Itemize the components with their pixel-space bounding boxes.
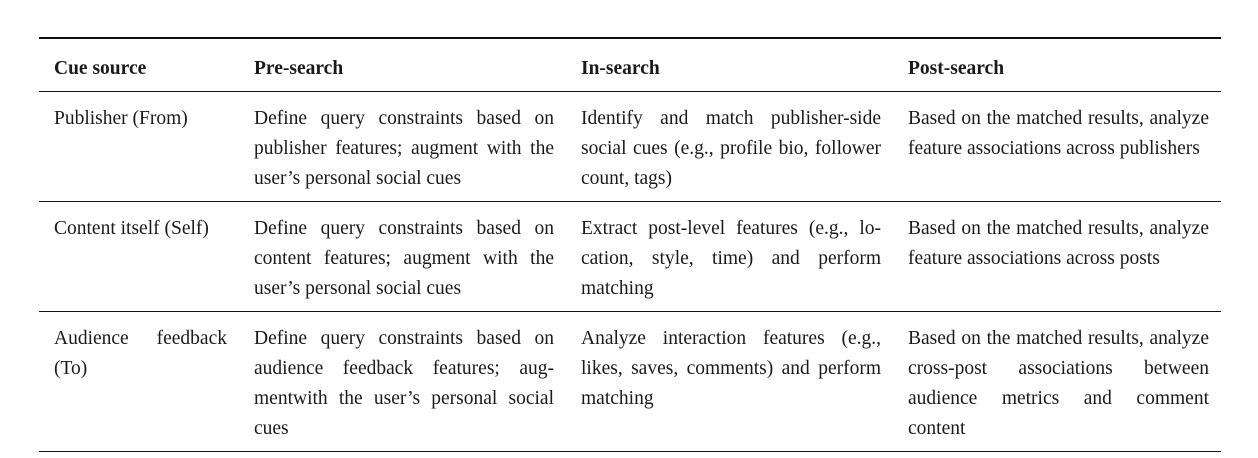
- cell-post-search: Based on the matched results, analyze cross-post associations between audience metrics and comment content: [908, 328, 1209, 439]
- cell-pre-search: Define query constraints based on audience feedback features; augmentwith the user’s personal social cues: [254, 328, 554, 439]
- table-body: [39, 92, 1221, 452]
- cell-post-search: Based on the matched results, analyze feature associations across posts: [908, 218, 1209, 269]
- cell-pre-search: Define query constraints based on content features; augment with the user’s personal social cues: [254, 218, 554, 299]
- cell-in-search: Analyze interaction features (e.g., likes, saves, comments) and perform matching: [581, 328, 881, 409]
- header-cue-source: Cue source: [54, 58, 147, 79]
- cell-post-search: Based on the matched results, analyze feature associations across publishers: [908, 108, 1209, 159]
- header-row: [39, 38, 1221, 92]
- cell-cue-source: Audience feedback (To): [54, 328, 227, 379]
- cell-in-search: Identify and match publisher-side social cues (e.g., profile bio, follower count, tags): [581, 108, 881, 189]
- table-row-content: [39, 202, 1221, 312]
- cell-cue-source: Publisher (From): [54, 108, 188, 129]
- header-pre-search: Pre-search: [254, 58, 344, 79]
- header-post-search: Post-search: [908, 58, 1005, 79]
- header-in-search: In-search: [581, 58, 660, 79]
- table-header: [39, 38, 1221, 92]
- cell-in-search: Extract post-level features (e.g., location, style, time) and perform matching: [581, 218, 881, 299]
- table-row-audience: [39, 312, 1221, 452]
- table-row-publisher: [39, 92, 1221, 202]
- cell-pre-search: Define query constraints based on publisher features; augment with the user’s personal social cues: [254, 108, 554, 189]
- cell-cue-source: Content itself (Self): [54, 218, 209, 239]
- cue-source-table: [39, 37, 1221, 452]
- cue-source-table-container: [39, 37, 1221, 452]
